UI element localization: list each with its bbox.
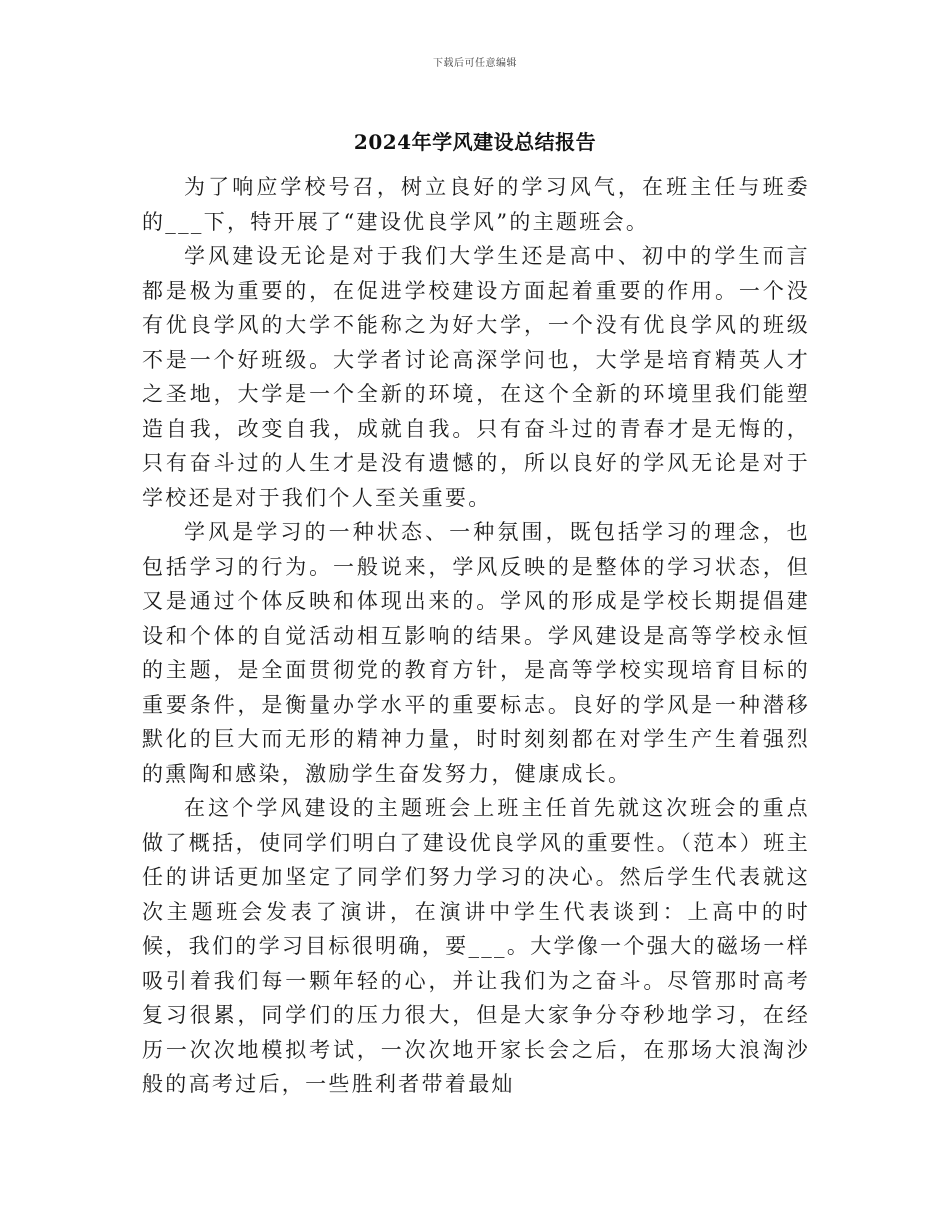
paragraph-3: 学风是学习的一种状态、一种氛围，既包括学习的理念，也包括学习的行为。一般说来，学风反映的是整体的学习状态，但又是通过个体反映和体现出来的。学风的形成是学校长期提倡建设和个体的自觉活动相互影响的结果。学风建设是高等学校永恒的主题，是全面贯彻党的教育方针，是高等学校实现培育目标的重要条件，是衡量办学水平的重要标志。良好的学风是一种潜移默化的巨大而无形的精神力量，时时刻刻都在对学生产生着强烈的熏陶和感染，激励学生奋发努力，健康成长。 xyxy=(142,520,810,786)
paragraph-4: 在这个学风建设的主题班会上班主任首先就这次班会的重点做了概括，使同学们明白了建设优良学风的重要性。（范本）班主任的讲话更加坚定了同学们努力学习的决心。然后学生代表就这次主题班会发表了演讲，在演讲中学生代表谈到：上高中的时候，我们的学习目标很明确，要___。大学像一个强大的磁场一样吸引着我们每一颗年轻的心，并让我们为之奋斗。尽管那时高考复习很累，同学们的压力很大，但是大家争分夺秒地学习，在经历一次次地模拟考试，一次次地开家长会之后，在那场大浪淘沙般的高考过后，一些胜利者带着最灿 xyxy=(142,796,810,1096)
document-body xyxy=(142,170,810,1102)
paragraph-2: 学风建设无论是对于我们大学生还是高中、初中的学生而言都是极为重要的，在促进学校建设方面起着重要的作用。一个没有优良学风的大学不能称之为好大学，一个没有优良学风的班级不是一个好班级。大学者讨论高深学问也，大学是培育精英人才之圣地，大学是一个全新的环境，在这个全新的环境里我们能塑造自我，改变自我，成就自我。只有奋斗过的青春才是无悔的，只有奋斗过的人生才是没有遗憾的，所以良好的学风无论是对于学校还是对于我们个人至关重要。 xyxy=(142,244,810,510)
paragraph-1: 为了响应学校号召，树立良好的学习风气，在班主任与班委的___下，特开展了“建设优良学风”的主题班会。 xyxy=(142,175,810,234)
header-note: 下载后可任意编辑 xyxy=(433,58,517,69)
document-title: 2024年学风建设总结报告 xyxy=(353,130,597,154)
